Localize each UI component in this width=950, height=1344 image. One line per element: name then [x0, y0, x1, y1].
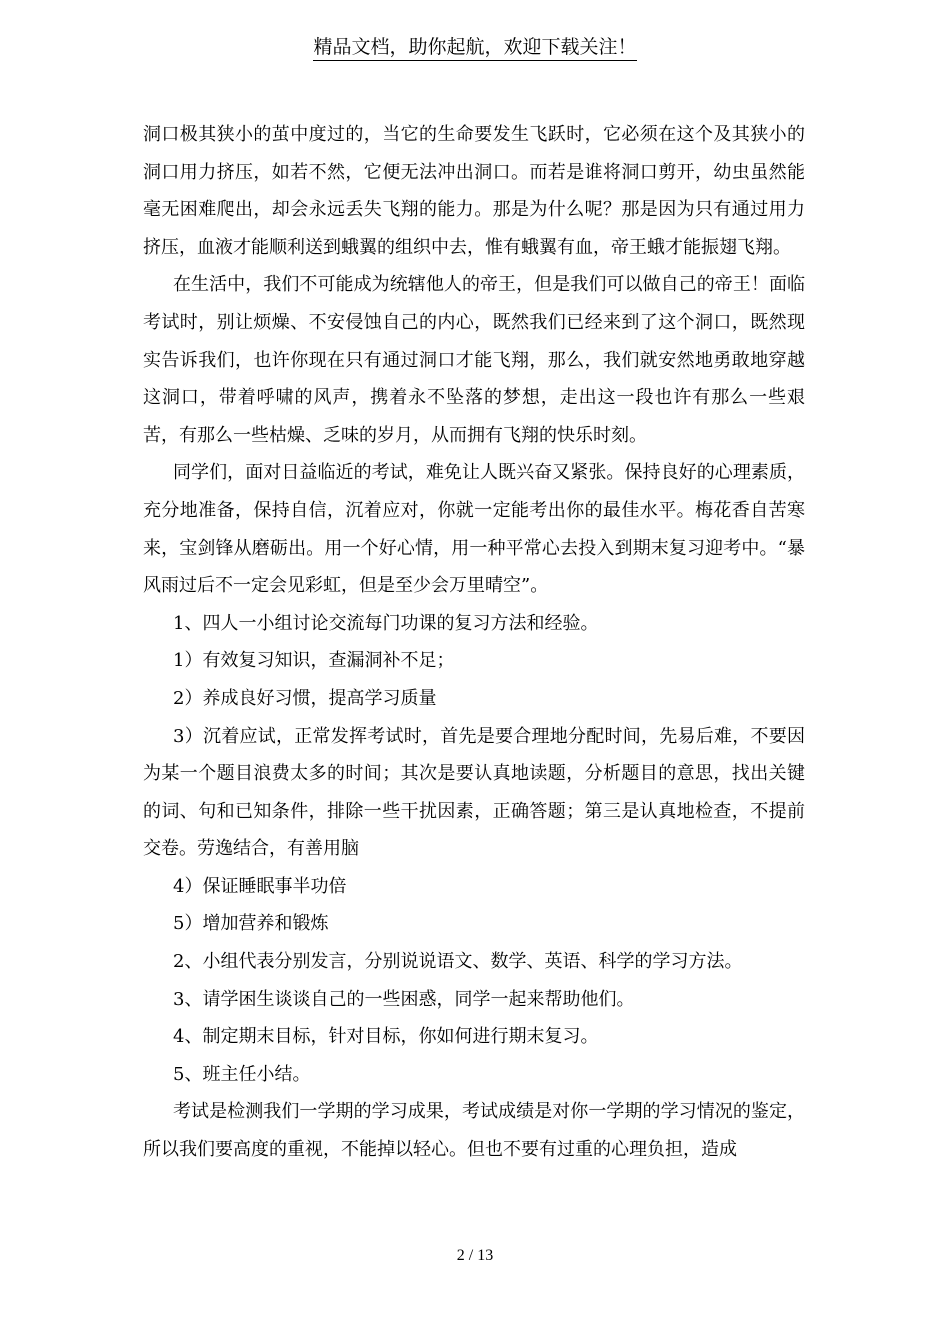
list-item: 4、制定期末目标，针对目标，你如何进行期末复习。 [173, 1026, 599, 1048]
list-item: 4）保证睡眠事半功倍 [173, 875, 347, 897]
list-item: 1）有效复习知识，查漏洞补不足； [173, 650, 455, 672]
page-header [0, 34, 950, 60]
list-item: 5）增加营养和锻炼 [173, 913, 329, 935]
page-footer [0, 1246, 950, 1266]
list-item: 2、小组代表分别发言，分别说说语文、数学、英语、科学的学习方法。 [173, 951, 743, 973]
list-item: 5、班主任小结。 [173, 1063, 311, 1085]
paragraph: 洞口极其狭小的茧中度过的，当它的生命要发生飞跃时，它必须在这个及其狭小的洞口用力挤压，如若不然，它便无法冲出洞口。而若是谁将洞口剪开，幼虫虽然能毫无困难爬出，却会永远丢失飞翔的能力。那是为什么呢？那是因为只有通过用力挤压，血液才能顺利送到蛾翼的组织中去，惟有蛾翼有血，帝王蛾才能振翅飞翔。 [143, 124, 805, 258]
list-item: 2）养成良好习惯，提高学习质量 [173, 687, 437, 709]
list-item: 1、四人一小组讨论交流每门功课的复习方法和经验。 [173, 612, 599, 634]
list-item: 3）沉着应试，正常发挥考试时，首先是要合理地分配时间，先易后难，不要因为某一个题目浪费太多的时间；其次是要认真地读题，分析题目的意思，找出关键的词、句和已知条件，排除一些干扰因素，正确答题；第三是认真地检查，不提前交卷。劳逸结合，有善用脑 [143, 725, 805, 860]
list-item: 3、请学困生谈谈自己的一些困惑，同学一起来帮助他们。 [173, 988, 635, 1010]
paragraph: 考试是检测我们一学期的学习成果，考试成绩是对你一学期的学习情况的鉴定，所以我们要高度的重视，不能掉以轻心。但也不要有过重的心理负担，造成 [143, 1101, 805, 1161]
header-text: 精品文档，助你起航，欢迎下载关注！ [313, 36, 636, 61]
paragraph: 同学们，面对日益临近的考试，难免让人既兴奋又紧张。保持良好的心理素质，充分地准备，保持自信，沉着应对，你就一定能考出你的最佳水平。梅花香自苦寒来，宝剑锋从磨砺出。用一个好心情，用一种平常心去投入到期末复习迎考中。“暴风雨过后不一定会见彩虹，但是至少会万里晴空”。 [143, 462, 805, 597]
paragraph: 在生活中，我们不可能成为统辖他人的帝王，但是我们可以做自己的帝王！面临考试时，别让烦燥、不安侵蚀自己的内心，既然我们已经来到了这个洞口，既然现实告诉我们，也许你现在只有通过洞口才能飞翔，那么，我们就安然地勇敢地穿越这洞口，带着呼啸的风声，携着永不坠落的梦想，走出这一段也许有那么一些艰苦，有那么一些枯燥、乏味的岁月，从而拥有飞翔的快乐时刻。 [143, 274, 805, 446]
document-body [143, 116, 805, 1169]
page-number: 2 / 13 [456, 1247, 494, 1264]
